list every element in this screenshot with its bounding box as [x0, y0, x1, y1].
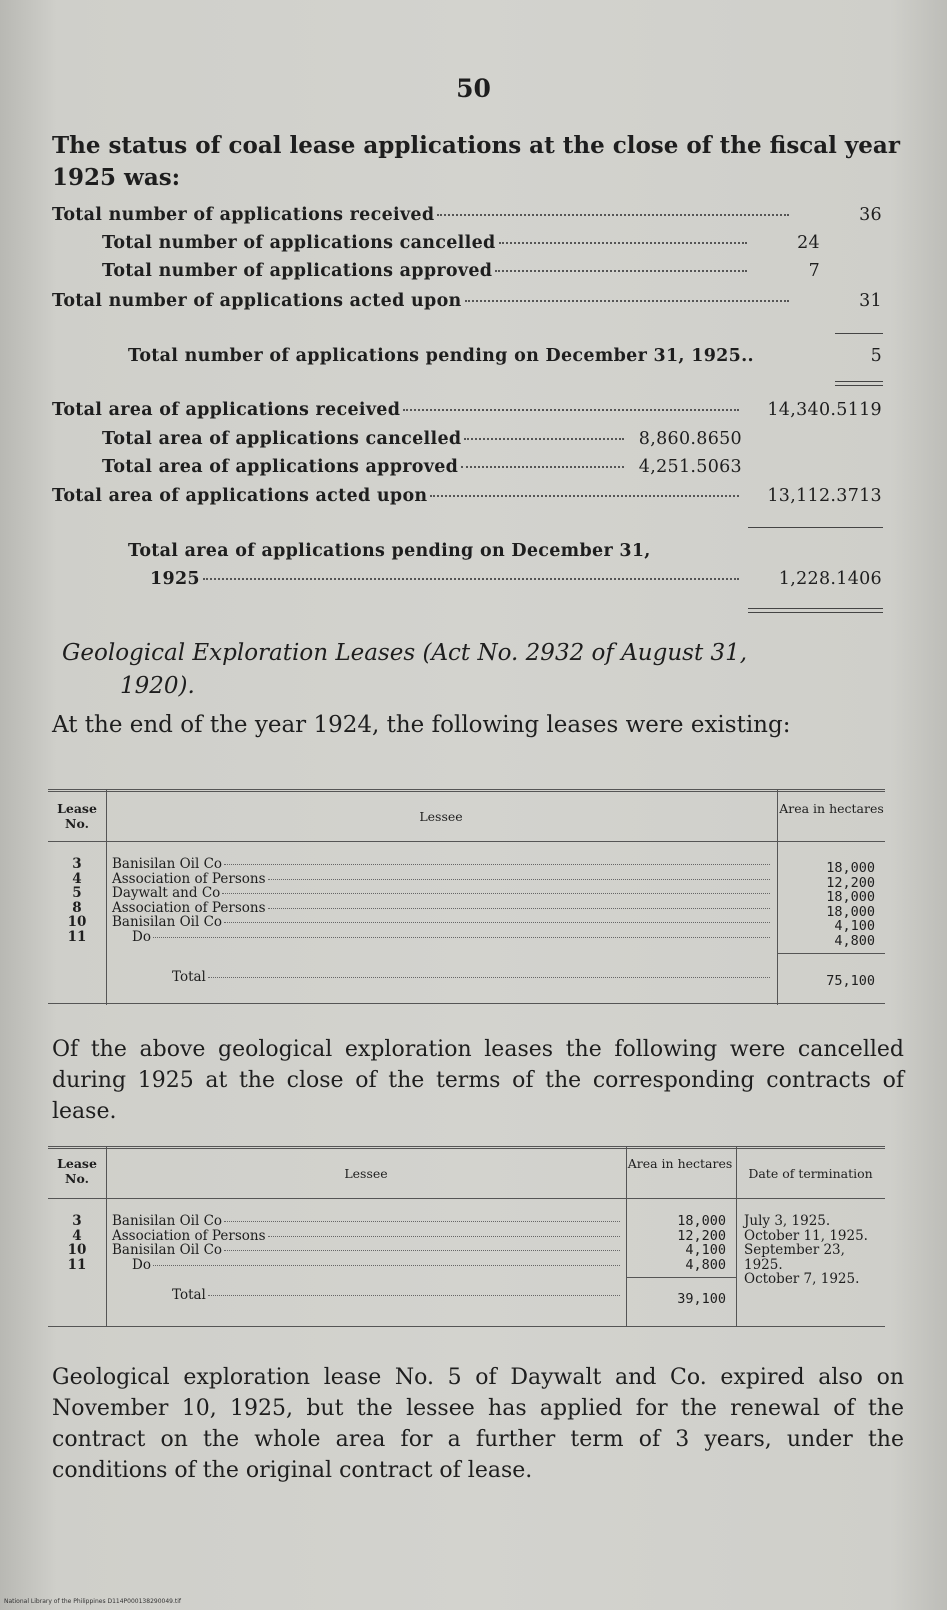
- header-lease-no: Lease No.: [57, 1156, 97, 1186]
- area-pending-line2: 1925 1,228.1406: [150, 569, 882, 589]
- cancelled-leases-table: [48, 1146, 885, 1326]
- lease-no-column: 3 4 10 11: [67, 1213, 87, 1273]
- area-column: 18,000 12,200 4,100 4,800: [677, 1213, 726, 1273]
- header-lessee: Lessee: [344, 1166, 388, 1181]
- area-column: 18,000 12,200 18,000 18,000 4,100 4,800: [826, 860, 875, 949]
- existing-leases-table: [48, 789, 885, 1005]
- double-rule: [835, 381, 883, 386]
- summary-acted: Total number of applications acted upon 31: [52, 291, 882, 311]
- cancelled-intro: Of the above geological exploration leases the following were cancelled during 1925 at the close of the terms of the corresponding contracts of lease.: [52, 1037, 904, 1124]
- summary-approved: Total number of applications approved 7: [102, 261, 820, 281]
- header-area: Area in hectares: [627, 1156, 733, 1171]
- header-date: Date of termination: [748, 1166, 873, 1181]
- total-area: 75,100: [826, 973, 875, 989]
- rule: [835, 333, 883, 334]
- section-heading: Geological Exploration Leases (Act No. 2932 of August 31, 1920).: [62, 640, 748, 699]
- table-row: Banisilan Oil Co: [112, 857, 772, 872]
- table-row: Banisilan Oil Co: [112, 1243, 622, 1258]
- table-row: Banisilan Oil Co: [112, 915, 772, 930]
- header-area: Area in hectares: [779, 801, 884, 816]
- area-received: Total area of applications received 14,340.5119: [52, 400, 882, 420]
- table-row: Daywalt and Co: [112, 886, 772, 901]
- table-row: Association of Persons: [112, 1229, 622, 1244]
- lease-no-column: 3 4 5 8 10 11: [67, 856, 87, 945]
- scan-footer: National Library of the Philippines D114P000138290049.tif: [4, 1598, 182, 1605]
- date-column: July 3, 1925. October 11, 1925. September 23, 1925. October 7, 1925.: [744, 1213, 868, 1287]
- total-row: Total: [172, 1288, 622, 1303]
- area-cancelled: Total area of applications cancelled 8,860.8650: [102, 429, 742, 449]
- summary-received: Total number of applications received 36: [52, 205, 882, 225]
- table-row: Association of Persons: [112, 872, 772, 887]
- summary-cancelled: Total number of applications cancelled 24: [102, 233, 820, 253]
- closing-paragraph: Geological exploration lease No. 5 of Daywalt and Co. expired also on November 10, 1925, but the lessee has applied for the renewal of the contract on the whole area for a further term of 3 years, under the conditions of the original contract of lease.: [52, 1365, 904, 1483]
- header-lessee: Lessee: [419, 809, 463, 824]
- double-rule: [748, 608, 883, 613]
- page-number: 50: [456, 74, 491, 103]
- rule: [748, 527, 883, 528]
- table-row: Association of Persons: [112, 901, 772, 916]
- area-acted: Total area of applications acted upon 13,112.3713: [52, 486, 882, 506]
- total-area: 39,100: [677, 1291, 726, 1307]
- header-lease-no: Lease No.: [57, 801, 97, 831]
- existing-intro: At the end of the year 1924, the following leases were existing:: [52, 712, 791, 738]
- table-row: Do: [132, 1258, 622, 1273]
- table-row: Banisilan Oil Co: [112, 1214, 622, 1229]
- intro-text: The status of coal lease applications at the close of the fiscal year 1925 was:: [52, 132, 900, 191]
- table-row: Do: [132, 930, 772, 945]
- area-approved: Total area of applications approved 4,251.5063: [102, 457, 742, 477]
- area-pending-line1: Total area of applications pending on December 31,: [128, 541, 651, 561]
- total-row: Total: [172, 970, 772, 985]
- summary-pending: Total number of applications pending on December 31, 1925.. 5: [128, 346, 882, 366]
